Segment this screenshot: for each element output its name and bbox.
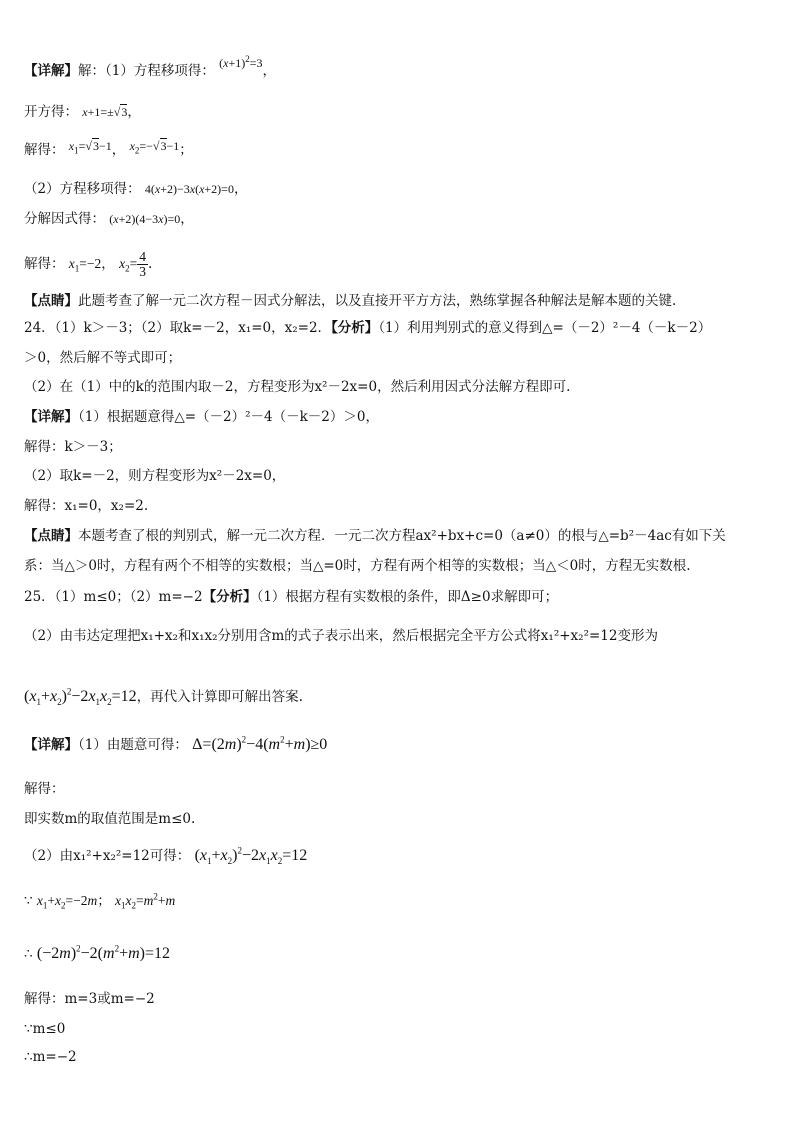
line-13	[24, 467, 285, 485]
line-12	[24, 438, 122, 456]
text: 25．（1）m≤0；（2）m=−2	[24, 589, 203, 605]
math-expr: $(x+1)^2=3$	[219, 54, 263, 70]
detail-label: 【详解】	[24, 63, 78, 79]
text: 此题考查了解一元二次方程－因式分解法，以及直接开平方方法，熟练掌握各种解法是解本题的关键.	[78, 293, 677, 309]
line-21	[24, 780, 65, 798]
math-expr: 4(x+2)−3x(x+2)=0	[144, 182, 234, 196]
text: 即实数m的取值范围是m≤0.	[24, 811, 196, 827]
math-expr: $x_1x_2=m^2+m$	[115, 891, 176, 911]
text: （1）根据方程有实数根的条件，即Δ≥0求解即可；	[256, 589, 559, 605]
text: 解得：	[24, 256, 65, 272]
text: ，再代入计算即可解出答案.	[136, 689, 303, 705]
math-expr: $x_1=-2$	[68, 256, 102, 274]
line-11	[24, 408, 379, 426]
line-2: 开方得： x+1=±√3，	[24, 104, 141, 120]
line-25	[24, 945, 170, 963]
math-expr: $\Delta=(2m)^2-4(m^2+m)\ge 0$	[192, 734, 328, 753]
line-7	[24, 292, 676, 310]
line-14	[24, 497, 148, 515]
text: 本题考查了根的判别式，解一元二次方程．一元二次方程ax²+bx+c=0（a≠0）的根与△=b²－4ac有如下关	[78, 528, 726, 544]
analysis-label: 【分析】	[202, 589, 257, 605]
text: （2）由x₁²+x₂²=12可得：	[24, 848, 191, 864]
line-24: ∵ $x_1+x_2=-2m$； $x_1x_2=m^2+m$	[24, 891, 176, 911]
line-16	[24, 557, 691, 575]
text: 解：（1）方程移项得：	[78, 63, 215, 79]
text: 解得：	[24, 142, 65, 158]
text: 解得：k＞－3；	[24, 439, 122, 455]
line-28	[24, 1048, 77, 1066]
math-expr: $x_1=√3-1$	[68, 139, 112, 156]
text: ＞0，然后解不等式即可；	[24, 350, 182, 366]
line-8	[24, 319, 711, 337]
text: ∴	[24, 946, 33, 962]
text: 解得：	[24, 781, 65, 797]
text: 开方得：	[24, 104, 78, 120]
text: 解得：x₁=0，x₂=2.	[24, 498, 149, 514]
line-10	[24, 378, 570, 396]
line-5: 分解因式得： (x+2)(4−3x)=0，	[24, 211, 194, 227]
math-expr: $(x_1+x_2)^2-2x_1x_2=12$	[24, 686, 137, 708]
line-4: （2）方程移项得： 4(x+2)−3x(x+2)=0，	[24, 181, 248, 197]
math-expr: $(-2m)^2-2(m^2+m)=12$	[36, 943, 171, 962]
comment-label: 【点睛】	[24, 293, 78, 309]
line-6: 解得： $x_1=-2$， $x_2=$ $\frac{4}{3}$ .	[24, 249, 153, 279]
line-23	[24, 847, 307, 865]
text: 24．（1）k＞－3；（2）取k=－2，x₁=0，x₂=2．	[24, 320, 332, 336]
line-9	[24, 349, 181, 367]
detail-label: 【详解】	[24, 737, 78, 753]
math-expr: (x+2)(4−3x)=0	[109, 212, 181, 226]
detail-label: 【详解】	[24, 409, 78, 425]
line-26	[24, 990, 155, 1008]
text: （1）由题意可得：	[78, 737, 188, 753]
analysis-label: 【分析】	[331, 320, 379, 336]
line-17	[24, 588, 558, 606]
text: （2）取k=－2，则方程变形为x²－2x=0，	[24, 468, 286, 484]
line-20	[24, 736, 327, 754]
line-18	[24, 627, 658, 645]
math-expr: $x_2=$	[119, 256, 138, 274]
line-19	[24, 688, 303, 706]
text: （1）根据题意得△=（－2）²－4（－k－2）＞0，	[78, 409, 379, 425]
text: ∵	[24, 893, 33, 909]
math-expr: $(x_1+x_2)^2-2x_1x_2=12$	[194, 845, 308, 867]
text: 解得：m=3或m=−2	[24, 991, 155, 1007]
text: 分解因式得：	[24, 211, 105, 227]
text: 系：当△＞0时，方程有两个不相等的实数根；当△=0时，方程有两个相等的实数根；当△＜0时，方程无实数根.	[24, 558, 691, 574]
math-expr: $x_1+x_2=-2m$	[36, 893, 98, 911]
line-3: 解得： $x_1=√3-1$， $x_2=-√3-1$；	[24, 139, 193, 158]
text: ∵m≤0	[24, 1021, 66, 1037]
comment-label: 【点睛】	[24, 528, 78, 544]
text: （2）由韦达定理把x₁+x₂和x₁x₂分别用含m的式子表示出来，然后根据完全平方公式将x₁²+x₂²=12变形为	[24, 628, 658, 644]
math-expr: x+1=±√3	[82, 105, 128, 119]
line-15	[24, 527, 726, 545]
text: ∴m=−2	[24, 1049, 77, 1065]
text: （2）在（1）中的k的范围内取－2，方程变形为x²－2x=0，然后利用因式分法解方程即可.	[24, 379, 571, 395]
text: （2）方程移项得：	[24, 181, 141, 197]
math-expr: $x_2=-√3-1$	[129, 139, 180, 156]
text: （1）利用判别式的意义得到△=（－2）²－4（－k－2）	[378, 320, 712, 336]
line-1: 【详解】解：（1）方程移项得： $(x+1)^2=3$，	[24, 54, 277, 79]
line-22	[24, 810, 195, 828]
fraction: $\frac{4}{3}$	[139, 249, 146, 279]
line-27	[24, 1020, 65, 1038]
